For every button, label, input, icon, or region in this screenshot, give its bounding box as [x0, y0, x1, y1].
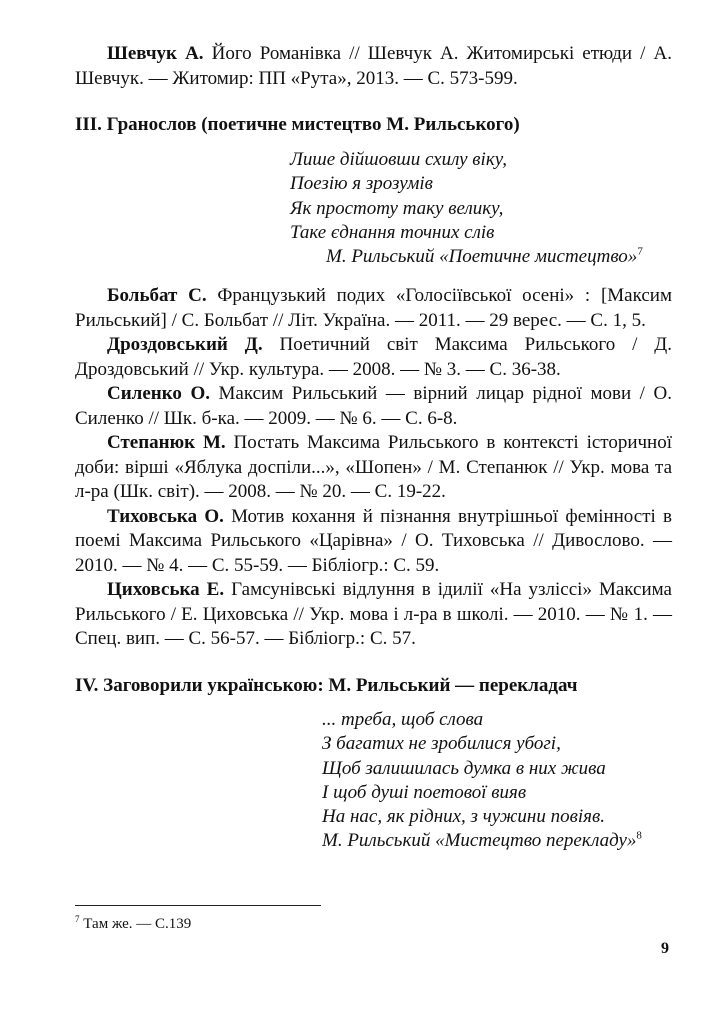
- epigraph-line: І щоб душі поетової вияв: [322, 781, 527, 803]
- entry-text: Французький подих «Голосіївської осені» : [Максим Рильський] / С. Больбат // Літ. Україна. — 2011. — 29 верес. — С. 1, 5.: [75, 285, 672, 331]
- section-heading-4: IV. Заговорили українською: М. Рильський — перекладач: [75, 674, 578, 696]
- epigraph-line: ... треба, щоб слова: [322, 708, 484, 730]
- footnote-divider: [75, 905, 321, 906]
- section-heading-3: III. Гранослов (поетичне мистецтво М. Рильського): [75, 114, 520, 135]
- entry-text: Постать Максима Рильського в контексті історичної доби: вірші «Яблука доспіли...», «Шопен» / М. Степанюк // Укр. мова та л-ра (Шк. світ). — 2008. — № 20. — С. 19-22.: [75, 432, 673, 503]
- bibliography-entry: [75, 284, 672, 333]
- footnote-text: Там же. — С.139: [79, 916, 192, 932]
- epigraph-attribution: [322, 829, 672, 853]
- entry-author: Шевчук А.: [107, 43, 204, 64]
- epigraph-section-3: [290, 148, 672, 269]
- attribution-text: М. Рильський «Поетичне мистецтво»: [326, 246, 638, 268]
- epigraph-line: З багатих не зробилися убогі,: [322, 733, 561, 755]
- epigraph-line: Як простоту таку велику,: [290, 197, 504, 219]
- epigraph-line: Щоб залишилась думка в них жива: [322, 757, 606, 779]
- bibliography-entry: [75, 333, 672, 382]
- entry-author: Больбат С.: [107, 285, 207, 307]
- entry-text: Його Романівка // Шевчук А. Житомирські етюди / А. Шевчук. — Житомир: ПП «Рута», 2013. — С. 573-599.: [75, 43, 672, 89]
- footnote: [75, 916, 191, 933]
- entry-text: Мотив кохання й пізнання внутрішньої фемінності в поемі Максима Рильського «Царівна» / О. Тиховська // Дивослово. — 2010. — № 4. — С. 55-59. — Бібліогр.: С. 59.: [75, 505, 672, 576]
- bibliography-entry: [75, 382, 672, 431]
- bibliography-entry: [75, 505, 672, 579]
- bibliography-list: [75, 284, 672, 652]
- entry-author: Силенко О.: [107, 383, 210, 405]
- footnote-ref: 7: [637, 245, 643, 258]
- bibliography-entry: [75, 578, 672, 652]
- epigraph-attribution: [290, 245, 672, 269]
- entry-author: Циховська Е.: [107, 579, 225, 601]
- page-number: 9: [661, 940, 669, 957]
- epigraph-line: Лише дійшовши схилу віку,: [290, 149, 507, 170]
- footnote-number: 7: [75, 914, 80, 924]
- entry-text: Поетичний світ Максима Рильського / Д. Дроздовський // Укр. культура. — 2008. — № 3. — С. 36-38.: [75, 334, 672, 380]
- bibliography-entry: [75, 42, 672, 91]
- footnote-ref: 8: [636, 830, 642, 843]
- bibliography-entry: [75, 431, 672, 505]
- entry-text: Гамсунівські відлуння в ідилії «На узліссі» Максима Рильського / Е. Циховська // Укр. мова і л-ра в школі. — 2010. — № 1. — Спец. вип. — С. 56-57. — Бібліогр.: С. 57.: [75, 579, 672, 650]
- page-content: [75, 40, 672, 854]
- epigraph-line: Поезію я зрозумів: [290, 173, 433, 195]
- epigraph-line: Таке єднання точних слів: [290, 221, 495, 243]
- epigraph-line: На нас, як рідних, з чужини повіяв.: [322, 806, 605, 828]
- entry-author: Степанюк М.: [107, 432, 226, 454]
- entry-author: Дроздовський Д.: [107, 334, 263, 356]
- attribution-text: М. Рильський «Мистецтво перекладу»: [322, 830, 637, 852]
- entry-text: Максим Рильський — вірний лицар рідної мови / О. Силенко // Шк. б-ка. — 2009. — № 6. — С. 6-8.: [75, 383, 672, 429]
- entry-author: Тиховська О.: [107, 505, 224, 527]
- epigraph-section-4: [322, 708, 672, 854]
